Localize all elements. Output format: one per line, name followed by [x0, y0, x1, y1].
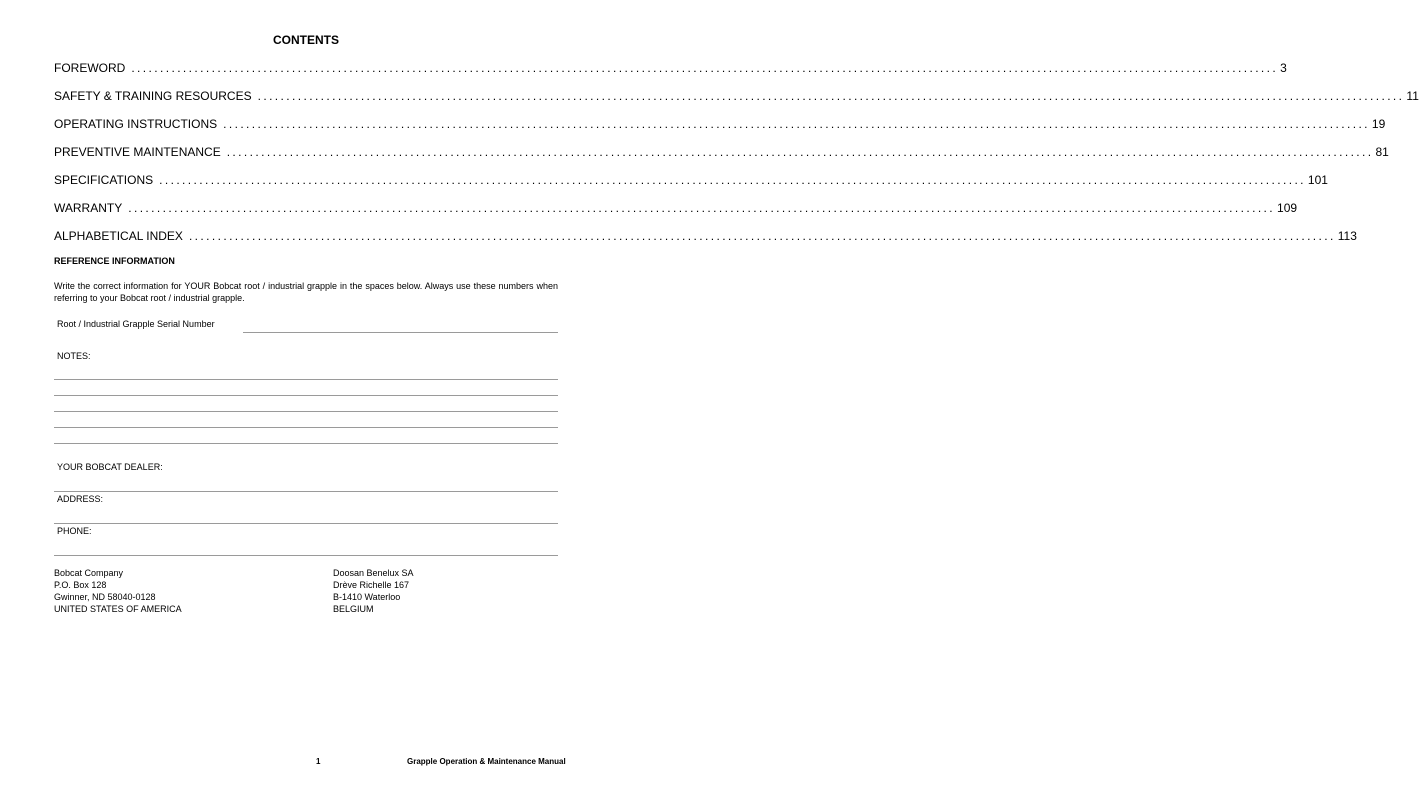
toc-label: PREVENTIVE MAINTENANCE: [54, 145, 221, 159]
toc-leader-dots: ........................................................................................................................................................................................................: [223, 117, 1370, 131]
reference-heading: REFERENCE INFORMATION: [54, 256, 175, 266]
toc-entry-operating[interactable]: [54, 117, 1386, 132]
reference-instructions: Write the correct information for YOUR Bobcat root / industrial grapple in the spaces below. Always use these numbers when referring to your Bobcat root / industrial grapple.: [54, 281, 558, 303]
toc-entry-safety[interactable]: [54, 89, 1419, 104]
notes-line[interactable]: [54, 379, 558, 380]
toc-label: OPERATING INSTRUCTIONS: [54, 117, 218, 131]
toc-page-number: 109: [1277, 201, 1298, 215]
toc-entry-index[interactable]: [54, 229, 1357, 244]
footer-page-number: 1: [316, 757, 321, 766]
toc-page-number: 19: [1371, 117, 1386, 131]
notes-line[interactable]: [54, 411, 558, 412]
toc-entry-warranty[interactable]: [54, 201, 1298, 216]
serial-number-label: Root / Industrial Grapple Serial Number: [57, 319, 215, 329]
toc-leader-dots: ........................................................................................................................................................................................................: [159, 173, 1306, 187]
toc-leader-dots: ........................................................................................................................................................................................................: [188, 229, 1336, 243]
phone-field[interactable]: [54, 555, 558, 556]
phone-label: PHONE:: [57, 526, 92, 536]
address-line: BELGIUM: [333, 604, 374, 614]
notes-line[interactable]: [54, 427, 558, 428]
notes-line[interactable]: [54, 395, 558, 396]
address-label: ADDRESS:: [57, 494, 104, 504]
toc-page-number: 113: [1337, 229, 1357, 243]
dealer-field[interactable]: [54, 491, 558, 492]
toc-label: ALPHABETICAL INDEX: [54, 229, 183, 243]
page-title: CONTENTS: [273, 33, 339, 47]
toc-label: SAFETY & TRAINING RESOURCES: [54, 89, 252, 103]
address-line: P.O. Box 128: [54, 580, 107, 590]
toc-label: FOREWORD: [54, 61, 126, 75]
address-field[interactable]: [54, 523, 558, 524]
toc-leader-dots: ........................................................................................................................................................................................................: [128, 201, 1276, 215]
toc-leader-dots: ........................................................................................................................................................................................................: [257, 89, 1405, 103]
toc-label: SPECIFICATIONS: [54, 173, 154, 187]
toc-page-number: 101: [1307, 173, 1328, 187]
toc-entry-maintenance[interactable]: [54, 145, 1389, 160]
toc-leader-dots: ........................................................................................................................................................................................................: [226, 145, 1374, 159]
address-line: Gwinner, ND 58040-0128: [54, 592, 156, 602]
dealer-label: YOUR BOBCAT DEALER:: [57, 462, 163, 472]
serial-number-field[interactable]: [243, 332, 558, 333]
doosan-eu-address: [333, 567, 414, 615]
toc-entry-specifications[interactable]: [54, 173, 1328, 188]
address-line: Drève Richelle 167: [333, 580, 410, 590]
notes-line[interactable]: [54, 443, 558, 444]
toc-entry-foreword[interactable]: [54, 61, 1287, 76]
toc-page-number: 11: [1406, 89, 1419, 103]
address-line: Bobcat Company: [54, 568, 124, 578]
toc-page-number: 81: [1375, 145, 1389, 159]
address-line: B-1410 Waterloo: [333, 592, 401, 602]
toc-label: WARRANTY: [54, 201, 123, 215]
toc-leader-dots: ........................................................................................................................................................................................................: [131, 61, 1279, 75]
bobcat-us-address: [54, 567, 182, 615]
footer-manual-title: Grapple Operation & Maintenance Manual: [407, 757, 566, 766]
notes-label: NOTES:: [57, 351, 91, 361]
address-line: UNITED STATES OF AMERICA: [54, 604, 182, 614]
toc-page-number: 3: [1280, 61, 1287, 75]
address-line: Doosan Benelux SA: [333, 568, 414, 578]
